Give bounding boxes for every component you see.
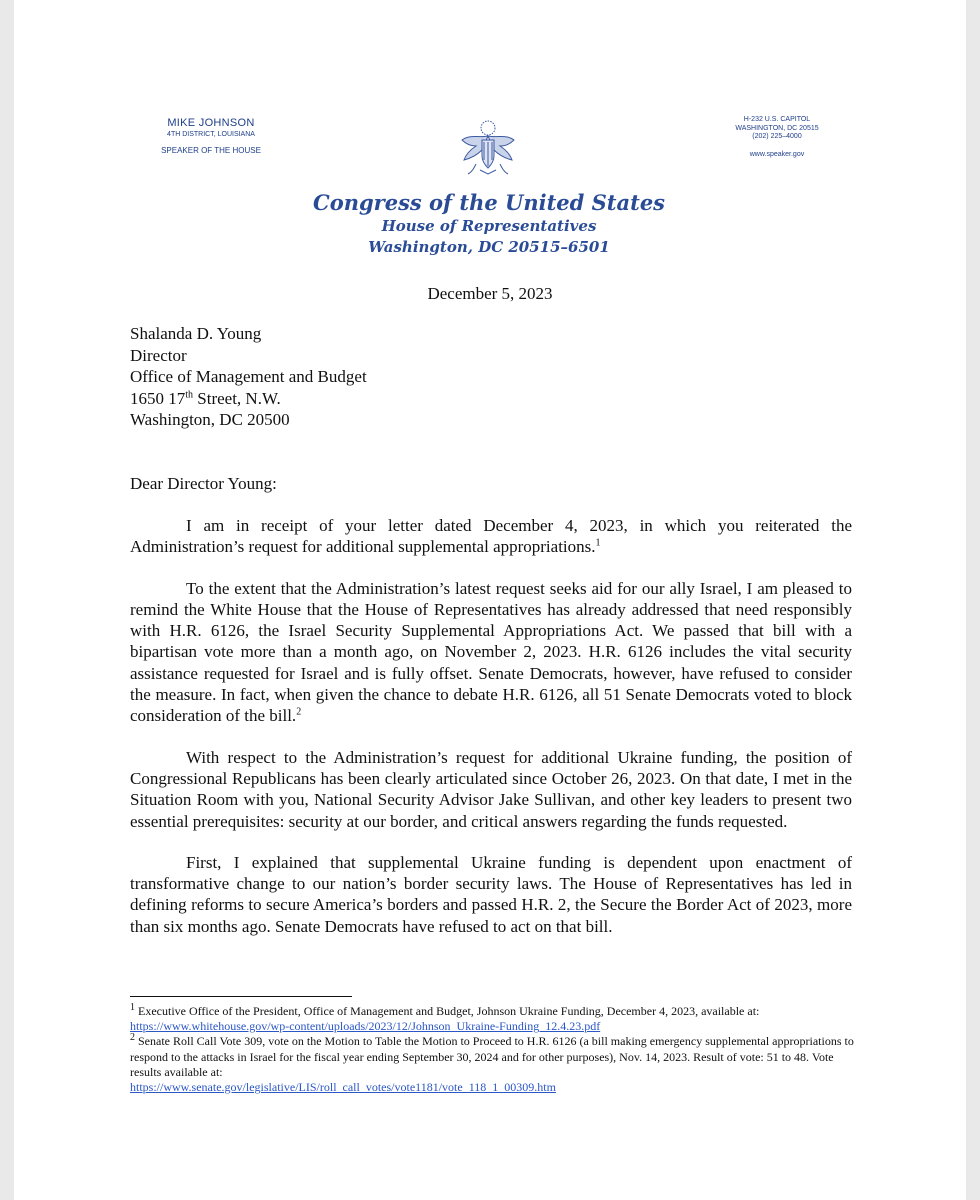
- street-ordinal: th: [185, 388, 194, 400]
- letter-date: December 5, 2023: [427, 284, 553, 303]
- paragraph-text: To the extent that the Administration’s latest request seeks aid for our ally Israel, I am pleased to remind the White House that the House of Representatives has already addressed that need responsibly with H.R. 6126, the Israel Security Supplemental Appropriations Act. We passed that bill with a bipartisan vote more than a month ago, on November 2, 2023. H.R. 6126 includes the vital security assistance requested for Israel and is fully offset. Senate Democrats, however, have refused to consider the measure. In fact, when given the chance to debate H.R. 6126, all 51 Senate Democrats voted to block consideration of the bill.: [130, 578, 852, 726]
- office-address-line2: WASHINGTON, DC 20515: [735, 124, 819, 132]
- footnote-link[interactable]: https://www.whitehouse.gov/wp-content/uploads/2023/12/Johnson_Ukraine-Funding_12.4.23.pdf: [130, 1019, 601, 1034]
- sender-title: SPEAKER OF THE HOUSE: [161, 146, 261, 155]
- street-name: Street, N.W.: [193, 388, 281, 408]
- recipient-address: [130, 323, 367, 431]
- footnote-ref: 1: [595, 537, 601, 549]
- sender-name: MIKE JOHNSON: [167, 117, 255, 129]
- footnote-number: 2: [130, 1032, 135, 1044]
- salutation: Dear Director Young:: [130, 474, 277, 493]
- recipient-name: Shalanda D. Young: [130, 324, 262, 343]
- letter-page: [14, 0, 966, 1200]
- footnote-link[interactable]: https://www.senate.gov/legislative/LIS/roll_call_votes/vote1181/vote_118_1_00309.htm: [130, 1080, 556, 1095]
- recipient-city: Washington, DC 20500: [130, 410, 290, 429]
- letter-body: [130, 515, 852, 957]
- footnote-ref: 2: [296, 706, 302, 718]
- footnotes: [130, 1004, 856, 1095]
- body-paragraph: [130, 578, 852, 727]
- letterhead-house: House of Representatives: [381, 217, 597, 235]
- recipient-title: Director: [130, 345, 187, 365]
- letterhead-address: Washington, DC 20515–6501: [368, 238, 610, 256]
- office-website: www.speaker.gov: [749, 150, 805, 158]
- footnote-divider: [130, 996, 352, 997]
- footnote-text: Executive Office of the President, Office of Management and Budget, Johnson Ukraine Funding, December 4, 2023, available at:: [135, 1004, 760, 1018]
- office-address-line1: H-232 U.S. CAPITOL: [743, 116, 811, 123]
- recipient-org: Office of Management and Budget: [130, 367, 367, 386]
- body-paragraph: [130, 515, 852, 558]
- letterhead-congress: Congress of the United States: [312, 190, 666, 215]
- body-paragraph: [130, 852, 852, 937]
- footnote-item: [130, 1004, 856, 1034]
- paragraph-text: With respect to the Administration’s request for additional Ukraine funding, the position of Congressional Republicans has been clearly articulated since October 26, 2023. On that date, I met in the Situation Room with you, National Security Advisor Jake Sullivan, and other key leaders to present two essential prerequisites: security at our border, and critical answers regarding the funds requested.: [130, 747, 852, 831]
- great-seal-eagle-icon: [456, 118, 520, 182]
- letterhead: [274, 190, 704, 256]
- sender-block: [146, 117, 276, 155]
- recipient-street: [130, 388, 367, 410]
- footnote-number: 1: [130, 1002, 135, 1013]
- sender-district: 4TH DISTRICT, LOUISIANA: [167, 131, 255, 138]
- footnote-item: [130, 1034, 856, 1095]
- footnote-text: Senate Roll Call Vote 309, vote on the Motion to Table the Motion to Proceed to H.R. 6126 (a bill making emergency supplemental appropriations to respond to the attacks in Israel for the fiscal year ending September 30, 2024 and for other purposes), Nov. 14, 2023. Result of vote: 51 to 48. Vote results available at:: [130, 1034, 854, 1079]
- body-paragraph: [130, 747, 852, 832]
- paragraph-text: First, I explained that supplemental Ukraine funding is dependent upon enactment of transformative change to our nation’s border security laws. The House of Representatives has led in defining reforms to secure America’s borders and passed H.R. 2, the Secure the Border Act of 2023, more than six months ago. Senate Democrats have refused to act on that bill.: [130, 852, 852, 936]
- office-phone: (202) 225–4000: [752, 133, 802, 140]
- office-block: [734, 116, 820, 159]
- paragraph-text: I am in receipt of your letter dated December 4, 2023, in which you reiterated the Administration’s request for additional supplemental appropriations.: [130, 516, 852, 557]
- street-number: 1650 17: [130, 388, 186, 408]
